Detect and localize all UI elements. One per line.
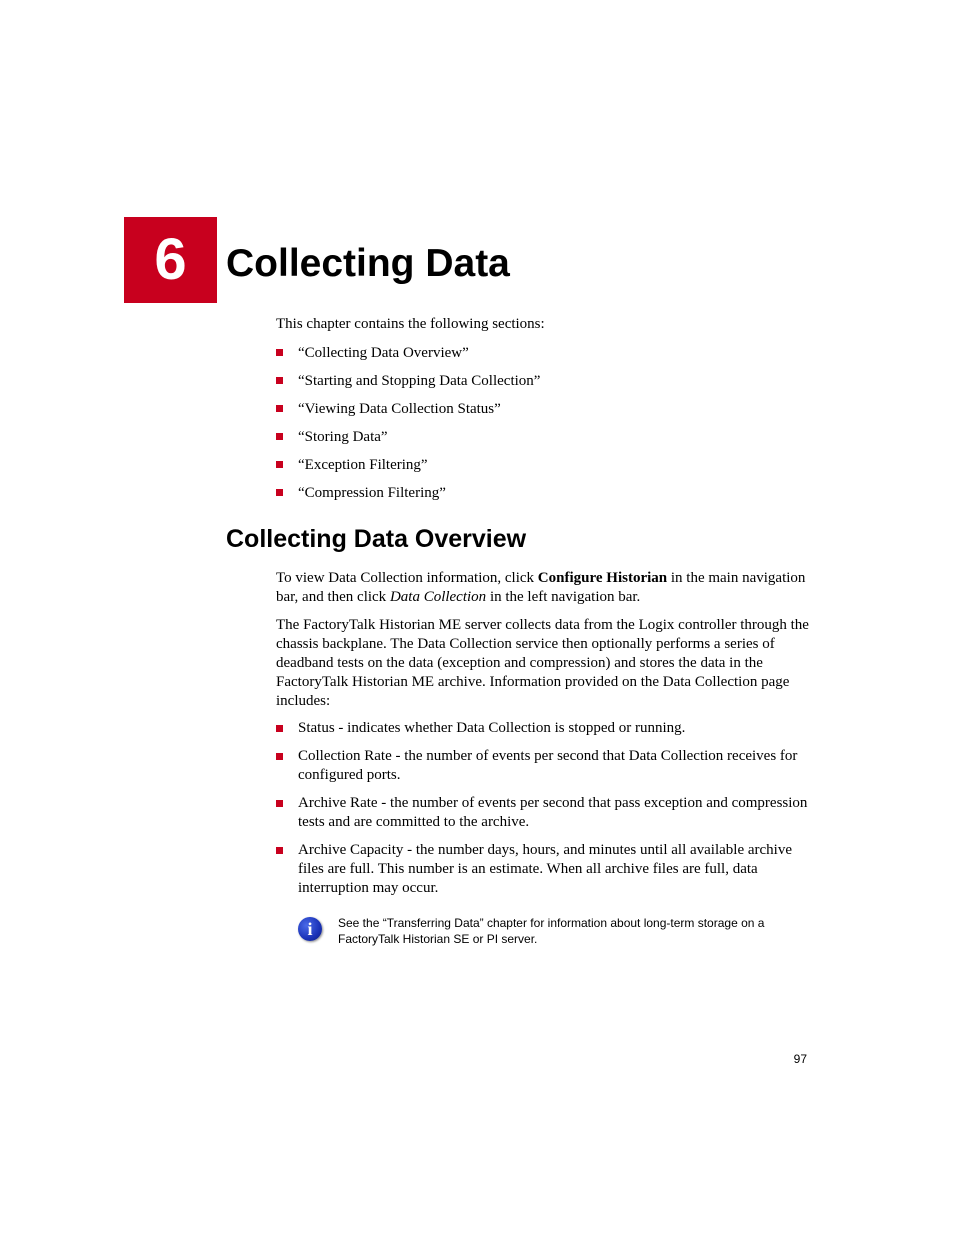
section-list xyxy=(276,343,540,511)
section-link-collecting-data-overview[interactable] xyxy=(276,343,540,371)
section-link-label: “Compression Filtering” xyxy=(298,485,446,501)
section-heading: Collecting Data Overview xyxy=(226,525,527,553)
square-bullet-icon xyxy=(276,461,283,468)
section-link-starting-stopping[interactable] xyxy=(276,371,540,399)
section-link-compression-filtering[interactable] xyxy=(276,483,540,511)
list-item-text: Collection Rate - the number of events per second that Data Collection receives for configured ports. xyxy=(298,748,798,783)
info-note: See the “Transferring Data” chapter for information about long-term storage on a FactoryTalk Historian SE or PI server. xyxy=(338,916,765,946)
chapter-title: Collecting Data xyxy=(226,242,510,285)
section-link-label: “Viewing Data Collection Status” xyxy=(298,401,501,417)
square-bullet-icon xyxy=(276,377,283,384)
list-item xyxy=(276,841,810,898)
data-collection-term: Data Collection xyxy=(389,589,487,605)
list-item xyxy=(276,794,810,832)
list-item-text: Archive Rate - the number of events per second that pass exception and compression tests and are committed to the archive. xyxy=(298,795,808,830)
info-icon: i xyxy=(298,917,322,941)
section-link-viewing-status[interactable] xyxy=(276,399,540,427)
section-link-exception-filtering[interactable] xyxy=(276,455,540,483)
section-link-label: “Starting and Stopping Data Collection” xyxy=(298,373,541,389)
text-run: To view Data Collection information, click xyxy=(276,570,538,586)
list-item-text: Status - indicates whether Data Collection is stopped or running. xyxy=(298,720,686,736)
page-number: 97 xyxy=(793,1052,807,1066)
data-collection-fields-list xyxy=(276,719,810,907)
square-bullet-icon xyxy=(276,847,283,854)
square-bullet-icon xyxy=(276,349,283,356)
section-link-label: “Exception Filtering” xyxy=(298,457,428,473)
square-bullet-icon xyxy=(276,725,283,732)
square-bullet-icon xyxy=(276,800,283,807)
square-bullet-icon xyxy=(276,489,283,496)
section-link-label: “Collecting Data Overview” xyxy=(298,345,469,361)
list-item xyxy=(276,719,810,738)
text-run: in the left navigation bar. xyxy=(486,589,641,605)
chapter-number-badge: 6 xyxy=(124,217,217,303)
list-item-text: Archive Capacity - the number days, hours, and minutes until all available archive files are full. This number is an estimate. When all archive files are full, data interruption may occur. xyxy=(298,842,793,896)
text-run: in the main navigation bar, and then click xyxy=(276,570,806,605)
square-bullet-icon xyxy=(276,433,283,440)
configure-historian-term: Configure Historian xyxy=(537,570,668,586)
section-link-label: “Storing Data” xyxy=(298,429,388,445)
square-bullet-icon xyxy=(276,753,283,760)
list-item xyxy=(276,747,810,785)
overview-paragraph: The FactoryTalk Historian ME server collects data from the Logix controller through the chassis backplane. The Data Collection service then optionally performs a series of deadband tests on the data (exception and compression) and stores the data in the FactoryTalk Historian ME archive. Information provided on the Data Collection page includes: xyxy=(276,617,809,709)
square-bullet-icon xyxy=(276,405,283,412)
section-link-storing-data[interactable] xyxy=(276,427,540,455)
navigation-instructions xyxy=(276,569,810,607)
chapter-intro: This chapter contains the following sections: xyxy=(276,316,545,332)
